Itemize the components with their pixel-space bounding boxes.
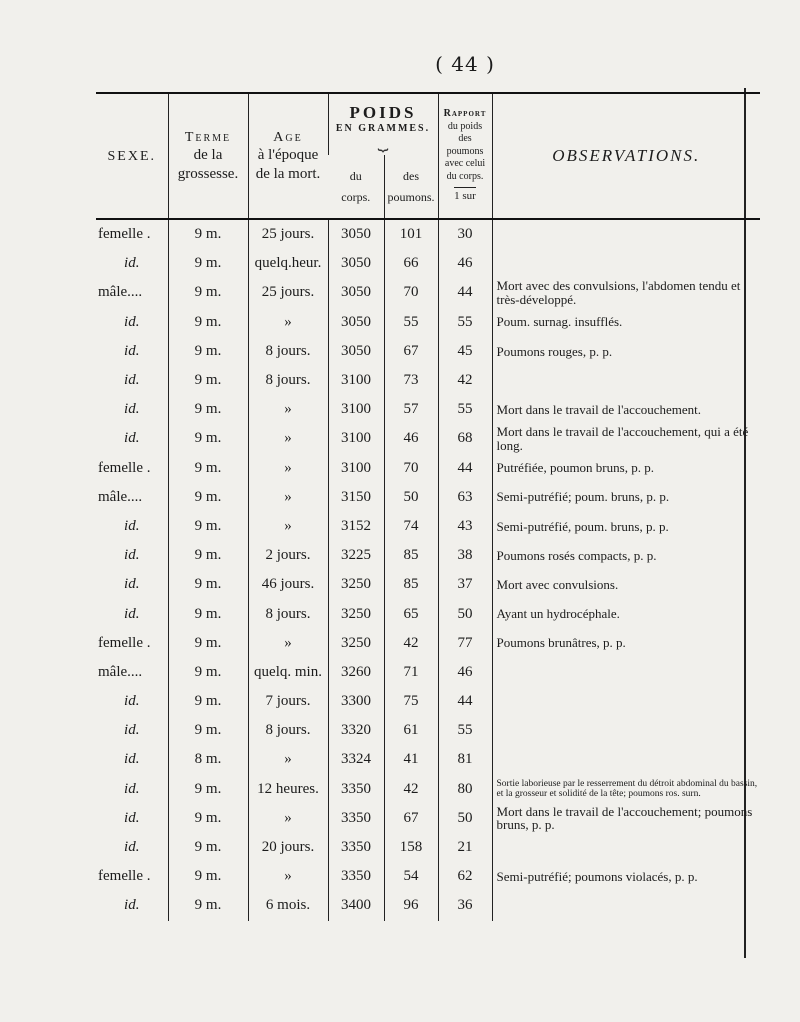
cell-terme: 9 m.: [168, 308, 248, 337]
cell-rapport: 55: [438, 308, 492, 337]
cell-age: 2 jours.: [248, 541, 328, 570]
table-row: [96, 862, 760, 891]
cell-corps: 3350: [328, 833, 384, 862]
cell-age: quelq.heur.: [248, 249, 328, 278]
cell-poumons: 85: [384, 570, 438, 599]
cell-poumons: 46: [384, 424, 438, 453]
cell-corps: 3250: [328, 629, 384, 658]
table-row: [96, 658, 760, 687]
cell-obs: [492, 716, 760, 745]
cell-rapport: 80: [438, 775, 492, 804]
cell-rapport: 55: [438, 716, 492, 745]
cell-age: 25 jours.: [248, 278, 328, 307]
cell-sexe: id.: [124, 430, 140, 447]
cell-sexe: femelle .: [98, 634, 151, 651]
header-terme: Terme de la grossesse.: [168, 93, 248, 219]
cell-terme: 9 m.: [168, 716, 248, 745]
cell-corps: 3350: [328, 862, 384, 891]
cell-poumons: 101: [384, 219, 438, 249]
cell-terme: 9 m.: [168, 629, 248, 658]
cell-poumons: 71: [384, 658, 438, 687]
table-row: [96, 775, 760, 804]
cell-corps: 3100: [328, 454, 384, 483]
cell-sexe: id.: [124, 255, 140, 272]
cell-age: 8 jours.: [248, 716, 328, 745]
cell-terme: 9 m.: [168, 599, 248, 628]
cell-poumons: 42: [384, 775, 438, 804]
header-age: Age à l'époque de la mort.: [248, 93, 328, 219]
cell-terme: 9 m.: [168, 775, 248, 804]
cell-corps: 3152: [328, 512, 384, 541]
cell-obs: Poumons rosés compacts, p. p.: [492, 541, 760, 570]
cell-obs: [492, 687, 760, 716]
cell-age: »: [248, 804, 328, 833]
cell-sexe: id.: [124, 693, 140, 710]
table-row: [96, 599, 760, 628]
cell-obs: [492, 658, 760, 687]
cell-terme: 9 m.: [168, 366, 248, 395]
table-row: [96, 249, 760, 278]
cell-age: »: [248, 745, 328, 774]
cell-rapport: 62: [438, 862, 492, 891]
table-row: [96, 833, 760, 862]
cell-age: 8 jours.: [248, 366, 328, 395]
cell-sexe: id.: [124, 342, 140, 359]
cell-age: quelq. min.: [248, 658, 328, 687]
table-row: [96, 570, 760, 599]
cell-age: 6 mois.: [248, 891, 328, 920]
cell-sexe: mâle....: [98, 284, 143, 301]
cell-poumons: 65: [384, 599, 438, 628]
cell-corps: 3320: [328, 716, 384, 745]
cell-corps: 3050: [328, 308, 384, 337]
cell-poumons: 70: [384, 454, 438, 483]
cell-obs: Mort dans le travail de l'accouchement; poumons bruns, p. p.: [492, 804, 760, 833]
cell-corps: 3225: [328, 541, 384, 570]
cell-sexe: id.: [124, 372, 140, 389]
cell-obs: Semi-putréfié; poumons violacés, p. p.: [492, 862, 760, 891]
cell-poumons: 67: [384, 337, 438, 366]
cell-corps: 3324: [328, 745, 384, 774]
cell-age: »: [248, 308, 328, 337]
table-row: [96, 337, 760, 366]
cell-age: »: [248, 424, 328, 453]
cell-obs: [492, 219, 760, 249]
cell-corps: 3250: [328, 599, 384, 628]
cell-sexe: femelle .: [98, 459, 151, 476]
cell-rapport: 63: [438, 483, 492, 512]
cell-rapport: 50: [438, 599, 492, 628]
cell-sexe: femelle .: [98, 868, 151, 885]
cell-rapport: 30: [438, 219, 492, 249]
cell-obs: Poumons rouges, p. p.: [492, 337, 760, 366]
cell-terme: 9 m.: [168, 454, 248, 483]
cell-obs: Poumons brunâtres, p. p.: [492, 629, 760, 658]
cell-obs: [492, 745, 760, 774]
cell-terme: 9 m.: [168, 804, 248, 833]
cell-terme: 9 m.: [168, 395, 248, 424]
cell-rapport: 46: [438, 249, 492, 278]
table-header: [96, 93, 760, 219]
cell-corps: 3050: [328, 249, 384, 278]
cell-poumons: 55: [384, 308, 438, 337]
cell-obs: Mort avec des convulsions, l'abdomen tendu et très-développé.: [492, 278, 760, 307]
cell-obs: [492, 833, 760, 862]
cell-terme: 9 m.: [168, 483, 248, 512]
cell-obs: Semi-putréfié, poum. bruns, p. p.: [492, 512, 760, 541]
header-sexe: SEXE.: [96, 93, 168, 219]
cell-terme: 8 m.: [168, 745, 248, 774]
cell-poumons: 85: [384, 541, 438, 570]
cell-poumons: 67: [384, 804, 438, 833]
table-row: [96, 424, 760, 453]
cell-rapport: 46: [438, 658, 492, 687]
cell-rapport: 44: [438, 687, 492, 716]
table-row: [96, 745, 760, 774]
cell-rapport: 44: [438, 454, 492, 483]
cell-obs: Mort avec convulsions.: [492, 570, 760, 599]
cell-age: 25 jours.: [248, 219, 328, 249]
cell-poumons: 158: [384, 833, 438, 862]
cell-corps: 3250: [328, 570, 384, 599]
cell-terme: 9 m.: [168, 278, 248, 307]
cell-poumons: 54: [384, 862, 438, 891]
table-row: [96, 687, 760, 716]
cell-sexe: id.: [124, 517, 140, 534]
cell-poumons: 74: [384, 512, 438, 541]
cell-age: »: [248, 395, 328, 424]
cell-age: 12 heures.: [248, 775, 328, 804]
cell-corps: 3100: [328, 366, 384, 395]
table-row: [96, 483, 760, 512]
cell-corps: 3300: [328, 687, 384, 716]
cell-rapport: 43: [438, 512, 492, 541]
cell-obs: [492, 891, 760, 920]
cell-age: »: [248, 454, 328, 483]
cell-rapport: 45: [438, 337, 492, 366]
header-des-poumons: des poumons.: [384, 155, 438, 219]
cell-terme: 9 m.: [168, 658, 248, 687]
cell-rapport: 44: [438, 278, 492, 307]
cell-sexe: id.: [124, 722, 140, 739]
table-row: [96, 278, 760, 307]
cell-rapport: 37: [438, 570, 492, 599]
cell-poumons: 61: [384, 716, 438, 745]
header-rapport: Rapport du poids des poumons avec celui du corps. 1 sur: [438, 93, 492, 219]
cell-age: »: [248, 483, 328, 512]
cell-sexe: id.: [124, 751, 140, 768]
cell-rapport: 55: [438, 395, 492, 424]
header-observations: OBSERVATIONS.: [492, 93, 760, 219]
table-row: [96, 629, 760, 658]
cell-poumons: 41: [384, 745, 438, 774]
table-row: [96, 804, 760, 833]
cell-terme: 9 m.: [168, 541, 248, 570]
cell-sexe: id.: [124, 547, 140, 564]
cell-terme: 9 m.: [168, 687, 248, 716]
cell-rapport: 36: [438, 891, 492, 920]
cell-terme: 9 m.: [168, 424, 248, 453]
cell-poumons: 42: [384, 629, 438, 658]
cell-rapport: 77: [438, 629, 492, 658]
cell-poumons: 96: [384, 891, 438, 920]
cell-corps: 3100: [328, 395, 384, 424]
table-body: [96, 219, 760, 921]
data-table: [96, 92, 760, 921]
cell-obs: [492, 249, 760, 278]
cell-age: 7 jours.: [248, 687, 328, 716]
cell-rapport: 81: [438, 745, 492, 774]
cell-sexe: id.: [124, 839, 140, 856]
cell-sexe: mâle....: [98, 663, 143, 680]
cell-rapport: 50: [438, 804, 492, 833]
cell-rapport: 38: [438, 541, 492, 570]
cell-rapport: 42: [438, 366, 492, 395]
cell-corps: 3050: [328, 278, 384, 307]
cell-age: »: [248, 862, 328, 891]
cell-corps: 3100: [328, 424, 384, 453]
table-row: [96, 395, 760, 424]
cell-obs: [492, 366, 760, 395]
cell-obs: Sortie laborieuse par le resserrement du détroit abdominal du bassin, et la grosseur et solidité de la tête; poumons ros. surn.: [492, 775, 760, 804]
header-du-corps: du corps.: [341, 168, 371, 204]
cell-sexe: id.: [124, 605, 140, 622]
table-row: [96, 219, 760, 249]
cell-poumons: 70: [384, 278, 438, 307]
cell-obs: Putréfiée, poumon bruns, p. p.: [492, 454, 760, 483]
cell-obs: Semi-putréfié; poum. bruns, p. p.: [492, 483, 760, 512]
cell-sexe: id.: [124, 401, 140, 418]
table-row: [96, 454, 760, 483]
header-poids: POIDS EN GRAMMES. ⏟: [328, 93, 438, 155]
cell-terme: 9 m.: [168, 512, 248, 541]
cell-terme: 9 m.: [168, 833, 248, 862]
cell-poumons: 73: [384, 366, 438, 395]
cell-age: 8 jours.: [248, 599, 328, 628]
cell-rapport: 21: [438, 833, 492, 862]
cell-rapport: 68: [438, 424, 492, 453]
cell-corps: 3050: [328, 337, 384, 366]
cell-terme: 9 m.: [168, 862, 248, 891]
cell-corps: 3400: [328, 891, 384, 920]
cell-poumons: 50: [384, 483, 438, 512]
cell-corps: 3350: [328, 775, 384, 804]
cell-sexe: mâle....: [98, 488, 143, 505]
table-row: [96, 541, 760, 570]
cell-sexe: id.: [124, 576, 140, 593]
cell-obs: Mort dans le travail de l'accouchement, qui a été long.: [492, 424, 760, 453]
cell-terme: 9 m.: [168, 249, 248, 278]
cell-obs: Ayant un hydrocéphale.: [492, 599, 760, 628]
table-row: [96, 716, 760, 745]
table-row: [96, 366, 760, 395]
cell-sexe: femelle .: [98, 226, 151, 243]
cell-age: »: [248, 512, 328, 541]
cell-poumons: 57: [384, 395, 438, 424]
cell-obs: Mort dans le travail de l'accouchement.: [492, 395, 760, 424]
cell-terme: 9 m.: [168, 891, 248, 920]
cell-age: 46 jours.: [248, 570, 328, 599]
cell-age: »: [248, 629, 328, 658]
cell-sexe: id.: [124, 780, 140, 797]
cell-corps: 3350: [328, 804, 384, 833]
cell-age: 20 jours.: [248, 833, 328, 862]
cell-corps: 3260: [328, 658, 384, 687]
cell-poumons: 66: [384, 249, 438, 278]
page-number: ( 44 ): [435, 52, 495, 76]
cell-sexe: id.: [124, 897, 140, 914]
table-row: [96, 512, 760, 541]
cell-corps: 3050: [328, 219, 384, 249]
cell-terme: 9 m.: [168, 219, 248, 249]
brace-glyph: ⏟: [377, 130, 389, 151]
cell-sexe: id.: [124, 313, 140, 330]
cell-corps: 3150: [328, 483, 384, 512]
cell-poumons: 75: [384, 687, 438, 716]
cell-terme: 9 m.: [168, 337, 248, 366]
cell-obs: Poum. surnag. insufflés.: [492, 308, 760, 337]
cell-age: 8 jours.: [248, 337, 328, 366]
cell-terme: 9 m.: [168, 570, 248, 599]
cell-sexe: id.: [124, 809, 140, 826]
table-row: [96, 891, 760, 920]
table-row: [96, 308, 760, 337]
